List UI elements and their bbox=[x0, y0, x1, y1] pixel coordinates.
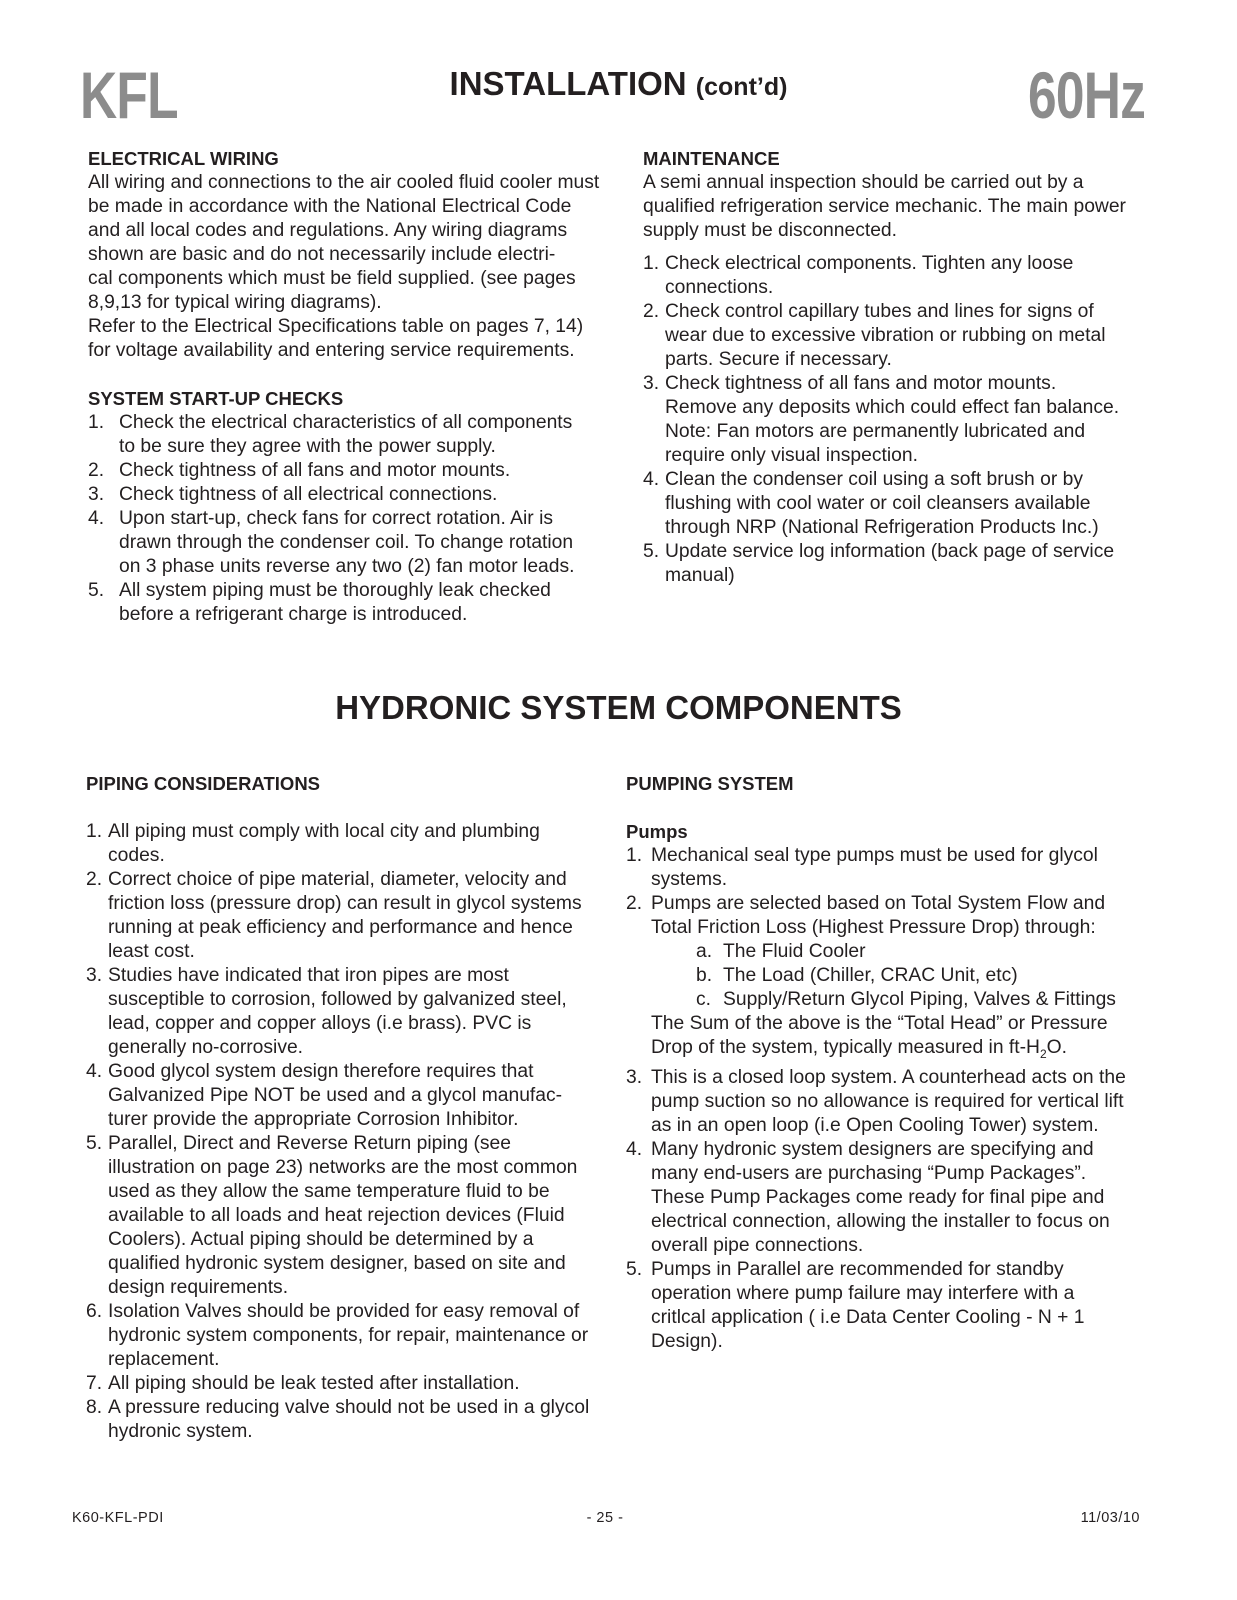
item-number: 2. bbox=[86, 869, 103, 890]
item-line: critlcal application ( i.e Data Center Cooling - N + 1 bbox=[651, 1306, 1085, 1328]
item-line: Update service log information (back page of service bbox=[665, 541, 1115, 562]
item-line: Many hydronic system designers are specifying and bbox=[651, 1138, 1094, 1160]
item-line: through NRP (National Refrigeration Products Inc.) bbox=[665, 517, 1099, 538]
item-line: hydronic system. bbox=[108, 1421, 253, 1442]
item-line: before a refrigerant charge is introduced. bbox=[119, 604, 468, 625]
item-text bbox=[665, 372, 1153, 468]
item-line: Total Friction Loss (Highest Pressure Drop) through: bbox=[651, 917, 1096, 938]
item-number: 1. bbox=[86, 821, 103, 842]
item-line: generally no-corrosive. bbox=[108, 1037, 304, 1058]
item-number: 5. bbox=[88, 580, 105, 601]
item-text bbox=[119, 411, 618, 459]
item-number: 6. bbox=[86, 1301, 103, 1322]
footer-page-number: - 25 - bbox=[586, 1510, 624, 1526]
item-text bbox=[665, 540, 1153, 588]
section-title: HYDRONIC SYSTEM COMPONENTS bbox=[335, 689, 902, 726]
item-line: Good glycol system design therefore requires that bbox=[108, 1061, 534, 1082]
item-line: Parallel, Direct and Reverse Return piping (see bbox=[108, 1133, 511, 1154]
item-line: used as they allow the same temperature fluid to be bbox=[108, 1181, 550, 1202]
item-line: All piping must comply with local city and plumbing bbox=[108, 821, 540, 842]
item-text bbox=[651, 1258, 1156, 1354]
item-number: 4. bbox=[643, 469, 660, 490]
item-line: many end-users are purchasing “Pump Packages”. bbox=[651, 1162, 1087, 1184]
item-line: as in an open loop (i.e Open Cooling Tower) system. bbox=[651, 1114, 1099, 1136]
sub-item-text: The Fluid Cooler bbox=[723, 941, 866, 962]
item-text bbox=[651, 1138, 1156, 1258]
item-line: Clean the condenser coil using a soft brush or by bbox=[665, 469, 1084, 490]
pump-sum-line-2 bbox=[651, 1036, 1156, 1066]
pump-sum-text bbox=[626, 1012, 1156, 1066]
item-text bbox=[108, 1300, 616, 1372]
item-number: 1. bbox=[626, 845, 643, 866]
item-text bbox=[119, 579, 618, 627]
item-line: friction loss (pressure drop) can result in glycol systems bbox=[108, 893, 582, 914]
pump-sum-line-2-post: O. bbox=[1046, 1037, 1068, 1058]
item-line: All piping should be leak tested after installation. bbox=[108, 1373, 520, 1394]
item-line: Check control capillary tubes and lines for signs of bbox=[665, 301, 1094, 322]
item-number: 7. bbox=[86, 1373, 103, 1394]
pump-sum-line-1: The Sum of the above is the “Total Head” or Pressure bbox=[651, 1013, 1108, 1034]
maintenance-line: supply must be disconnected. bbox=[643, 220, 898, 241]
item-line: manual) bbox=[665, 565, 735, 586]
item-text bbox=[108, 1060, 616, 1132]
item-line: Galvanized Pipe NOT be used and a glycol manufac- bbox=[108, 1085, 563, 1106]
electrical-wiring-line: Refer to the Electrical Specifications table on pages 7, 14) bbox=[88, 316, 584, 337]
frequency-logo: 60Hz bbox=[1027, 58, 1145, 132]
item-line: to be sure they agree with the power supply. bbox=[119, 436, 496, 457]
item-line: flushing with cool water or coil cleansers available bbox=[665, 493, 1091, 514]
sub-item-letter: c. bbox=[696, 989, 711, 1010]
list-item bbox=[626, 1066, 1156, 1138]
item-number: 5. bbox=[643, 541, 660, 562]
sub-item bbox=[626, 964, 1156, 988]
maintenance-text bbox=[643, 171, 1153, 243]
left-column-bottom bbox=[86, 772, 616, 1444]
item-line: Isolation Valves should be provided for easy removal of bbox=[108, 1301, 580, 1322]
list-item bbox=[643, 468, 1153, 540]
item-line: on 3 phase units reverse any two (2) fan motor leads. bbox=[119, 556, 575, 577]
electrical-wiring-line: All wiring and connections to the air cooled fluid cooler must bbox=[88, 172, 600, 193]
item-line: systems. bbox=[651, 869, 728, 890]
list-item bbox=[626, 1138, 1156, 1258]
item-text bbox=[108, 1396, 616, 1444]
list-item bbox=[626, 844, 1156, 892]
item-number: 3. bbox=[88, 484, 105, 505]
item-line: parts. Secure if necessary. bbox=[665, 349, 892, 370]
item-line: replacement. bbox=[108, 1349, 220, 1370]
item-number: 8. bbox=[86, 1397, 103, 1418]
list-item bbox=[86, 1396, 616, 1444]
item-line: design requirements. bbox=[108, 1277, 289, 1298]
item-number: 1. bbox=[643, 253, 660, 274]
left-column-top bbox=[88, 147, 618, 627]
item-line: Pumps in Parallel are recommended for standby bbox=[651, 1258, 1064, 1280]
item-line: running at peak efficiency and performance and hence bbox=[108, 917, 573, 938]
item-line: Pumps are selected based on Total System Flow and bbox=[651, 893, 1106, 914]
item-line: wear due to excessive vibration or rubbing on metal bbox=[665, 325, 1106, 346]
item-line: turer provide the appropriate Corrosion Inhibitor. bbox=[108, 1109, 519, 1130]
startup-list bbox=[88, 411, 618, 627]
item-line: lead, copper and copper alloys (i.e brass). PVC is bbox=[108, 1013, 532, 1034]
item-text bbox=[108, 1132, 616, 1300]
list-item bbox=[86, 868, 616, 964]
list-item bbox=[643, 252, 1153, 300]
item-number: 4. bbox=[626, 1138, 643, 1160]
sub-item bbox=[626, 940, 1156, 964]
list-item bbox=[643, 372, 1153, 468]
item-text bbox=[119, 483, 618, 507]
item-line: Check tightness of all fans and motor mounts. bbox=[119, 460, 511, 481]
item-number: 2. bbox=[626, 893, 643, 914]
sub-item-text: Supply/Return Glycol Piping, Valves & Fittings bbox=[723, 989, 1116, 1010]
item-line: Check tightness of all electrical connections. bbox=[119, 484, 498, 505]
item-line: Check electrical components. Tighten any loose bbox=[665, 253, 1074, 274]
list-item bbox=[88, 411, 618, 459]
page-title-suffix: (cont’d) bbox=[695, 73, 788, 101]
item-line: least cost. bbox=[108, 941, 195, 962]
item-line: Design). bbox=[651, 1330, 723, 1352]
pumps-subheading: Pumps bbox=[626, 821, 688, 842]
item-line: Mechanical seal type pumps must be used for glycol bbox=[651, 845, 1098, 866]
list-item bbox=[88, 507, 618, 579]
list-item bbox=[86, 1300, 616, 1372]
item-number: 3. bbox=[626, 1066, 643, 1088]
item-number: 3. bbox=[643, 373, 660, 394]
list-item bbox=[643, 300, 1153, 372]
item-text bbox=[665, 252, 1153, 300]
pump-list-start bbox=[626, 844, 1156, 940]
item-number: 5. bbox=[86, 1133, 103, 1154]
item-number: 2. bbox=[643, 301, 660, 322]
item-line: Remove any deposits which could effect fan balance. bbox=[665, 397, 1120, 418]
item-number: 4. bbox=[86, 1061, 103, 1082]
electrical-wiring-line: and all local codes and regulations. Any wiring diagrams bbox=[88, 220, 568, 241]
item-line: Check tightness of all fans and motor mounts. bbox=[665, 373, 1057, 394]
sub-item-text: The Load (Chiller, CRAC Unit, etc) bbox=[723, 965, 1018, 986]
item-line: A pressure reducing valve should not be used in a glycol bbox=[108, 1397, 590, 1418]
item-line: electrical connection, allowing the installer to focus on bbox=[651, 1210, 1110, 1232]
electrical-wiring-text bbox=[88, 171, 618, 363]
item-text bbox=[651, 892, 1156, 940]
item-text bbox=[651, 1066, 1156, 1138]
item-line: operation where pump failure may interfere with a bbox=[651, 1282, 1075, 1304]
item-line: hydronic system components, for repair, maintenance or bbox=[108, 1325, 589, 1346]
right-column-bottom bbox=[626, 772, 1156, 1354]
item-line: qualified hydronic system designer, based on site and bbox=[108, 1253, 566, 1274]
item-line: overall pipe connections. bbox=[651, 1234, 864, 1256]
item-line: This is a closed loop system. A counterhead acts on the bbox=[651, 1066, 1126, 1088]
piping-list bbox=[86, 820, 616, 1444]
item-line: susceptible to corrosion, followed by galvanized steel, bbox=[108, 989, 567, 1010]
item-text bbox=[108, 868, 616, 964]
list-item bbox=[626, 1258, 1156, 1354]
item-line: All system piping must be thoroughly leak checked bbox=[119, 580, 551, 601]
item-number: 2. bbox=[88, 460, 105, 481]
item-line: Coolers). Actual piping should be determined by a bbox=[108, 1229, 534, 1250]
startup-heading: SYSTEM START-UP CHECKS bbox=[88, 388, 344, 409]
item-text bbox=[108, 820, 616, 868]
item-line: illustration on page 23) networks are the most common bbox=[108, 1157, 578, 1178]
piping-heading: PIPING CONSIDERATIONS bbox=[86, 773, 321, 794]
item-line: require only visual inspection. bbox=[665, 445, 918, 466]
pump-sum-line-2-pre: Drop of the system, typically measured in ft-H bbox=[651, 1037, 1040, 1058]
list-item bbox=[88, 579, 618, 627]
list-item bbox=[88, 483, 618, 507]
pumping-heading: PUMPING SYSTEM bbox=[626, 773, 794, 794]
item-line: Check the electrical characteristics of all components bbox=[119, 412, 573, 433]
electrical-wiring-line: be made in accordance with the National Electrical Code bbox=[88, 196, 572, 217]
item-text bbox=[119, 507, 618, 579]
item-text bbox=[119, 459, 618, 483]
item-number: 3. bbox=[86, 965, 103, 986]
list-item bbox=[626, 892, 1156, 940]
electrical-wiring-line: 8,9,13 for typical wiring diagrams). bbox=[88, 292, 382, 313]
maintenance-list bbox=[643, 252, 1153, 588]
maintenance-line: A semi annual inspection should be carried out by a bbox=[643, 172, 1084, 193]
right-column-top bbox=[643, 147, 1153, 588]
item-line: Studies have indicated that iron pipes are most bbox=[108, 965, 509, 986]
list-item bbox=[643, 540, 1153, 588]
sub-item-letter: a. bbox=[696, 941, 713, 962]
list-item bbox=[86, 1132, 616, 1300]
item-line: available to all loads and heat rejection devices (Fluid bbox=[108, 1205, 565, 1226]
item-line: Upon start-up, check fans for correct rotation. Air is bbox=[119, 508, 554, 529]
list-item bbox=[86, 964, 616, 1060]
footer-date: 11/03/10 bbox=[1080, 1510, 1140, 1526]
pump-sum-subscript: 2 bbox=[1039, 1046, 1047, 1061]
footer-doc-id: K60-KFL-PDI bbox=[72, 1510, 164, 1526]
item-text bbox=[665, 300, 1153, 372]
electrical-wiring-heading: ELECTRICAL WIRING bbox=[88, 148, 279, 169]
list-item bbox=[86, 820, 616, 868]
item-text bbox=[665, 468, 1153, 540]
item-line: connections. bbox=[665, 277, 774, 298]
item-text bbox=[108, 964, 616, 1060]
item-line: Correct choice of pipe material, diameter, velocity and bbox=[108, 869, 567, 890]
item-text bbox=[108, 1372, 616, 1396]
item-line: Note: Fan motors are permanently lubricated and bbox=[665, 421, 1086, 442]
sub-item-letter: b. bbox=[696, 965, 713, 986]
electrical-wiring-line: cal components which must be field supplied. (see pages bbox=[88, 268, 576, 289]
item-number: 4. bbox=[88, 508, 105, 529]
list-item bbox=[86, 1060, 616, 1132]
pump-list-rest bbox=[626, 1066, 1156, 1354]
item-text bbox=[651, 844, 1156, 892]
electrical-wiring-line: shown are basic and do not necessarily include electri- bbox=[88, 244, 556, 265]
electrical-wiring-line: for voltage availability and entering service requirements. bbox=[88, 340, 575, 361]
sub-item bbox=[626, 988, 1156, 1012]
list-item bbox=[86, 1372, 616, 1396]
list-item bbox=[88, 459, 618, 483]
page-title-main: INSTALLATION bbox=[449, 65, 687, 102]
maintenance-heading: MAINTENANCE bbox=[643, 148, 780, 169]
item-number: 1. bbox=[88, 412, 105, 433]
item-line: These Pump Packages come ready for final pipe and bbox=[651, 1186, 1105, 1208]
kfl-logo: KFL bbox=[80, 58, 178, 132]
maintenance-line: qualified refrigeration service mechanic. The main power bbox=[643, 196, 1126, 217]
item-line: drawn through the condenser coil. To change rotation bbox=[119, 532, 574, 553]
item-line: pump suction so no allowance is required for vertical lift bbox=[651, 1090, 1124, 1112]
item-line: codes. bbox=[108, 845, 165, 866]
pump-subitems bbox=[626, 940, 1156, 1012]
item-number: 5. bbox=[626, 1258, 643, 1280]
